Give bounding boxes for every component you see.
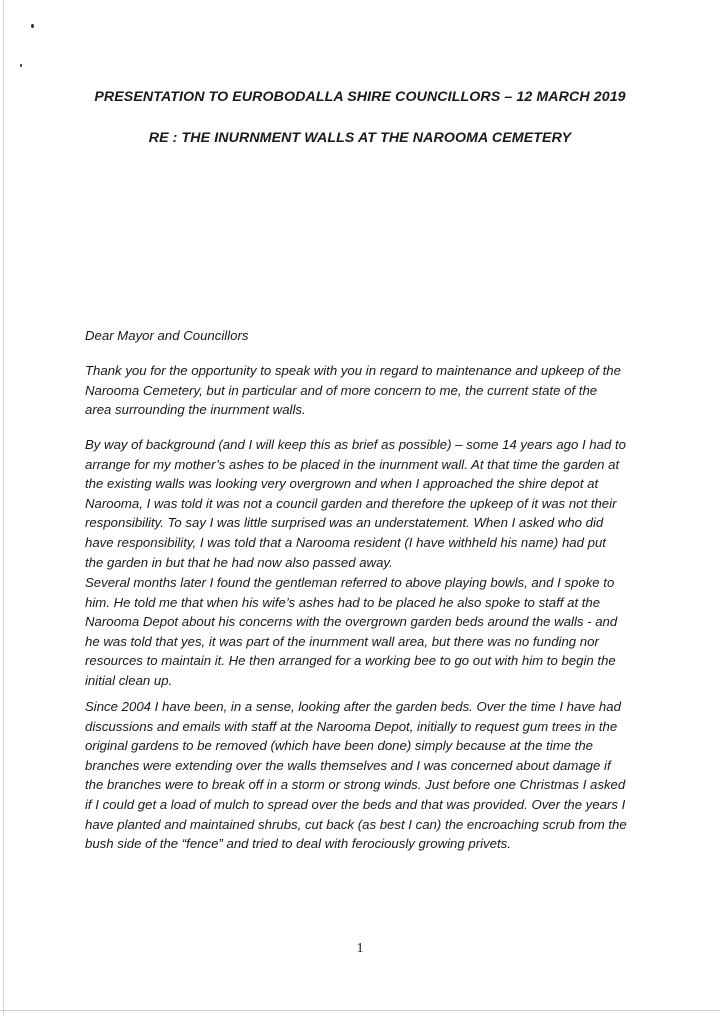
text-line: Thank you for the opportunity to speak with you in regard to maintenance and upkeep of the: [85, 363, 621, 378]
text-line: if I could get a load of mulch to spread over the beds and that was provided. Over the years I: [85, 796, 626, 812]
paragraph-3: [85, 573, 660, 691]
scan-edge-line: [3, 0, 4, 1016]
text-line: have planted and maintained shrubs, cut back (as best I can) the encroaching scrub from the: [85, 816, 627, 832]
text-line: have responsibility, I was told that a Narooma resident (I have withheld his name) had put: [85, 534, 606, 550]
text-line: the branches were to break off in a storm or strong winds. Just before one Christmas I asked: [85, 777, 626, 793]
document-title: PRESENTATION TO EUROBODALLA SHIRE COUNCILLORS – 12 MARCH 2019: [94, 89, 626, 105]
text-line: arrange for my mother’s ashes to be placed in the inurnment wall. At that time the garden at: [85, 456, 620, 472]
text-line: Narooma, I was told it was not a council garden and therefore the upkeep of it was not their: [85, 495, 617, 511]
text-line: area surrounding the inurnment walls.: [85, 402, 306, 418]
document-subtitle: RE : THE INURNMENT WALLS AT THE NAROOMA CEMETERY: [148, 130, 572, 146]
text-line: him. He told me that when his wife’s ashes had to be placed he also spoke to staff at the: [85, 594, 601, 610]
text-line: the garden in but that he had now also passed away.: [85, 554, 393, 570]
text-line: he was told that yes, it was part of the inurnment wall area, but there was no funding nor: [85, 633, 599, 649]
paragraph-4: [85, 697, 660, 854]
text-line: branches were extending over the walls themselves and I was concerned about damage if: [85, 757, 611, 773]
scan-speck: [20, 64, 22, 67]
salutation: Dear Mayor and Councillors: [85, 328, 249, 343]
text-line: bush side of the “fence” and tried to deal with ferociously growing privets.: [85, 836, 511, 852]
text-line: Since 2004 I have been, in a sense, looking after the garden beds. Over the time I have had: [85, 699, 621, 714]
text-line: By way of background (and I will keep this as brief as possible) – some 14 years ago I had to: [85, 437, 626, 452]
text-line: discussions and emails with staff at the Narooma Depot, initially to request gum trees in the: [85, 718, 618, 734]
scan-speck: [31, 24, 34, 28]
text-line: Narooma Depot about his concerns with the overgrown garden beds around the walls - and: [85, 614, 618, 630]
text-line: Several months later I found the gentleman referred to above playing bowls, and I spoke to: [85, 575, 615, 590]
text-line: responsibility. To say I was little surprised was an understatement. When I asked who did: [85, 515, 604, 531]
text-line: original gardens to be removed (which have been done) simply because at the time the: [85, 738, 594, 754]
text-line: resources to maintain it. He then arranged for a working bee to go out with him to begin the: [85, 653, 616, 669]
paragraph-2: [85, 435, 660, 572]
page-number: 1: [356, 941, 364, 956]
text-line: the existing walls was looking very overgrown and when I approached the shire depot at: [85, 476, 599, 492]
text-line: Narooma Cemetery, but in particular and of more concern to me, the current state of the: [85, 382, 598, 398]
text-line: initial clean up.: [85, 672, 173, 688]
scan-bottom-line: [0, 1010, 720, 1011]
paragraph-1: [85, 361, 660, 420]
